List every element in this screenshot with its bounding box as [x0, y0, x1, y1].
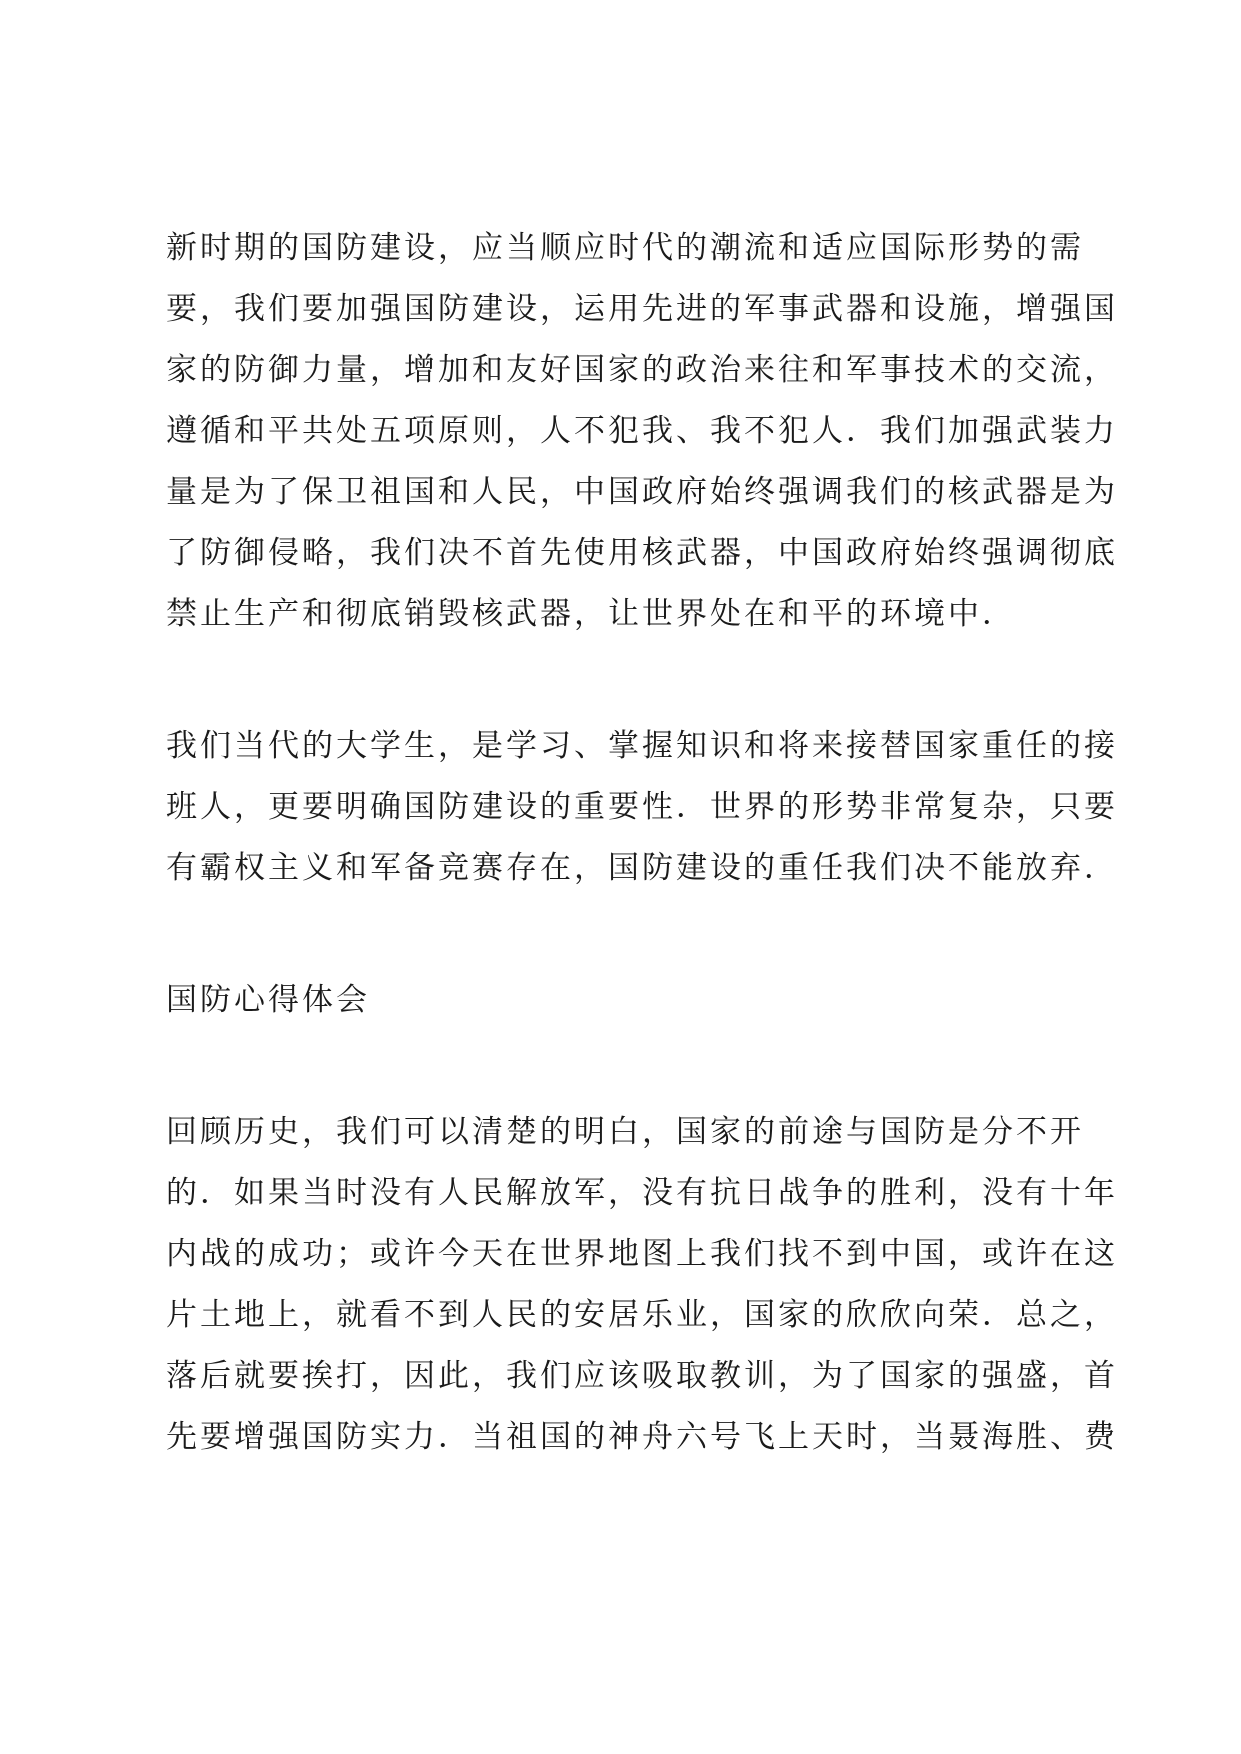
text-line: 要，我们要加强国防建设，运用先进的军事武器和设施，增强国	[166, 291, 1118, 327]
text-line: 先要增强国防实力．当祖国的神舟六号飞上天时，当聂海胜、费	[166, 1419, 1118, 1455]
paragraph-spacer	[166, 899, 1096, 970]
text-line: 有霸权主义和军备竞赛存在，国防建设的重任我们决不能放弃．	[166, 850, 1118, 886]
paragraph-national-defense-new-era	[166, 218, 1118, 645]
paragraph-spacer	[166, 645, 1096, 716]
section-heading	[166, 970, 1096, 1031]
text-line: 内战的成功；或许今天在世界地图上我们找不到中国，或许在这	[166, 1236, 1118, 1272]
text-line: 的．如果当时没有人民解放军，没有抗日战争的胜利，没有十年	[166, 1175, 1118, 1211]
text-line: 新时期的国防建设，应当顺应时代的潮流和适应国际形势的需	[166, 230, 1084, 266]
text-line: 量是为了保卫祖国和人民，中国政府始终强调我们的核武器是为	[166, 474, 1118, 510]
paragraph-history-review	[166, 1102, 1118, 1468]
text-line: 禁止生产和彻底销毁核武器，让世界处在和平的环境中．	[166, 596, 1016, 632]
text-line: 我们当代的大学生，是学习、掌握知识和将来接替国家重任的接	[166, 728, 1118, 764]
text-line: 了防御侵略，我们决不首先使用核武器，中国政府始终强调彻底	[166, 535, 1118, 571]
text-line: 落后就要挨打，因此，我们应该吸取教训，为了国家的强盛，首	[166, 1358, 1118, 1394]
paragraph-spacer	[166, 1031, 1096, 1102]
text-line: 班人，更要明确国防建设的重要性．世界的形势非常复杂，只要	[166, 789, 1118, 825]
text-line: 家的防御力量，增加和友好国家的政治来往和军事技术的交流，	[166, 352, 1118, 388]
text-line: 片土地上，就看不到人民的安居乐业，国家的欣欣向荣．总之，	[166, 1297, 1118, 1333]
paragraph-college-students	[166, 716, 1118, 899]
heading-text: 国防心得体会	[166, 982, 370, 1018]
document-body	[166, 218, 1118, 1468]
text-line: 遵循和平共处五项原则，人不犯我、我不犯人．我们加强武装力	[166, 413, 1118, 449]
text-line: 回顾历史，我们可以清楚的明白，国家的前途与国防是分不开	[166, 1114, 1084, 1150]
